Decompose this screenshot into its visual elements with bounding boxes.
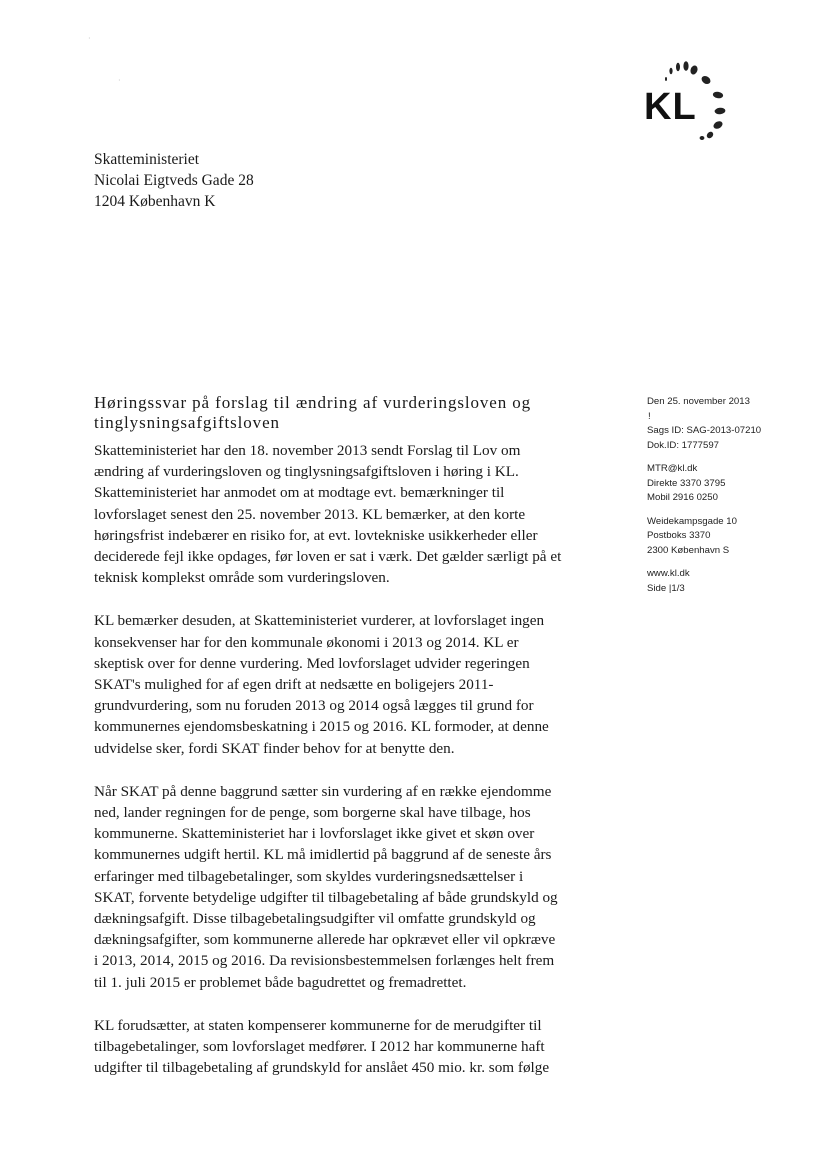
text-line: kommunernes ejendomsbeskatning i 2015 og 2016. KL formoder, at denne	[94, 718, 549, 736]
letter-heading	[94, 393, 614, 433]
text-line: tilbagebetalinger, som lovforslaget medfører. I 2012 har kommunerne haft	[94, 1038, 545, 1056]
letter-date: Den 25. november 2013	[647, 396, 750, 407]
paragraph-2	[94, 610, 614, 758]
contact-email: MTR@kl.dk	[647, 463, 698, 474]
text-line: grundvurdering, som nu foruden 2013 og 2014 også lægges til grund for	[94, 697, 534, 715]
text-line: erfaringer med tilbagebetalinger, som skyldes vurderingsnedsættelser i	[94, 867, 524, 885]
sidebar-contact-group	[647, 462, 817, 506]
recipient-line: Skatteministeriet	[94, 151, 200, 168]
speck-mark: !	[648, 410, 651, 422]
text-line: SKAT's mulighed for af egen drift at nedsætte en boligejers 2011-	[94, 676, 494, 694]
sidebar-address-group	[647, 515, 817, 559]
paragraph-3	[94, 781, 614, 993]
text-line: ændring af vurderingsloven og tinglysningsafgiftsloven i høring i KL.	[94, 463, 519, 481]
sidebar-date-group	[647, 395, 817, 453]
scan-speck: ·	[118, 76, 121, 85]
logo-text: KL	[644, 86, 697, 128]
text-line: KL forudsætter, at staten kompenserer kommunerne for de merudgifter til	[94, 1016, 542, 1034]
recipient-line: 1204 København K	[94, 193, 216, 210]
sidebar-info	[647, 395, 817, 605]
heading-line: Høringssvar på forslag til ændring af vurderingsloven og	[94, 393, 532, 412]
letter-body	[94, 393, 614, 1100]
case-id: Sags ID: SAG-2013-07210	[647, 425, 762, 436]
sidebar-web-group	[647, 567, 817, 596]
text-line: ned, lander regningen for de penge, som borgerne skal have tilbage, hos	[94, 804, 531, 822]
text-line: Når SKAT på denne baggrund sætter sin vurdering af en række ejendomme	[94, 782, 552, 800]
text-line: lovforslaget senest den 25. november 2013. KL bemærker, at den korte	[94, 505, 526, 523]
text-line: i 2013, 2014, 2015 og 2016. Da revisionsbestemmelsen forlænges helt frem	[94, 952, 555, 970]
kl-logo	[644, 58, 734, 148]
text-line: til 1. juli 2015 er problemet både bagudrettet og fremadrettet.	[94, 973, 467, 991]
recipient-address	[94, 149, 254, 212]
text-line: dækningsafgift. Disse tilbagebetalingsudgifter vil omfatte grundskyld og	[94, 910, 536, 928]
text-line: kommunerne. Skatteministeriet har i lovforslaget ikke givet et skøn over	[94, 825, 535, 843]
text-line: konsekvenser har for den kommunale økonomi i 2013 og 2014. KL er	[94, 633, 519, 651]
text-line: Skatteministeriet har den 18. november 2013 sendt Forslag til Lov om	[94, 442, 521, 459]
text-line: skeptisk over for denne vurdering. Med lovforslaget udvider regeringen	[94, 654, 530, 672]
sender-street: Weidekampsgade 10	[647, 515, 737, 527]
contact-direct: Direkte 3370 3795	[647, 477, 726, 489]
recipient-line: Nicolai Eigtveds Gade 28	[94, 172, 254, 189]
text-line: Skatteministeriet har anmodet om at modtage evt. bemærkninger til	[94, 484, 505, 502]
text-line: teknisk komplekst område som vurderingsloven.	[94, 569, 390, 587]
paragraph-4	[94, 1015, 614, 1079]
page-number: Side |1/3	[647, 582, 685, 594]
scan-speck: ·	[88, 34, 91, 43]
text-line: udgifter til tilbagebetaling af grundskyld for anslået 450 mio. kr. som følge	[94, 1059, 550, 1077]
text-line: deciderede fejl ikke opdages, før loven er sat i værk. Det gælder særligt på et	[94, 548, 562, 566]
website: www.kl.dk	[647, 568, 690, 579]
text-line: høringsfrist indebærer en risiko for, at evt. lovtekniske usikkerheder eller	[94, 526, 538, 544]
text-line: SKAT, forvente betydelige udgifter til tilbagebetaling af både grundskyld og	[94, 888, 558, 906]
text-line: udvidelse sker, fordi SKAT finder behov for at benytte den.	[94, 739, 455, 757]
sender-pobox: Postboks 3370	[647, 530, 711, 541]
doc-id: Dok.ID: 1777597	[647, 439, 719, 451]
heading-line: tinglysningsafgiftsloven	[94, 413, 280, 432]
contact-mobile: Mobil 2916 0250	[647, 492, 718, 503]
text-line: KL bemærker desuden, at Skatteministeriet vurderer, at lovforslaget ingen	[94, 612, 545, 630]
text-line: dækningsafgifter, som kommunerne allerede har opkrævet eller vil opkræve	[94, 931, 556, 949]
sender-city: 2300 København S	[647, 544, 730, 556]
text-line: kommunernes udgift hertil. KL må imidlertid på baggrund af de seneste års	[94, 846, 552, 864]
paragraph-1	[94, 440, 614, 588]
